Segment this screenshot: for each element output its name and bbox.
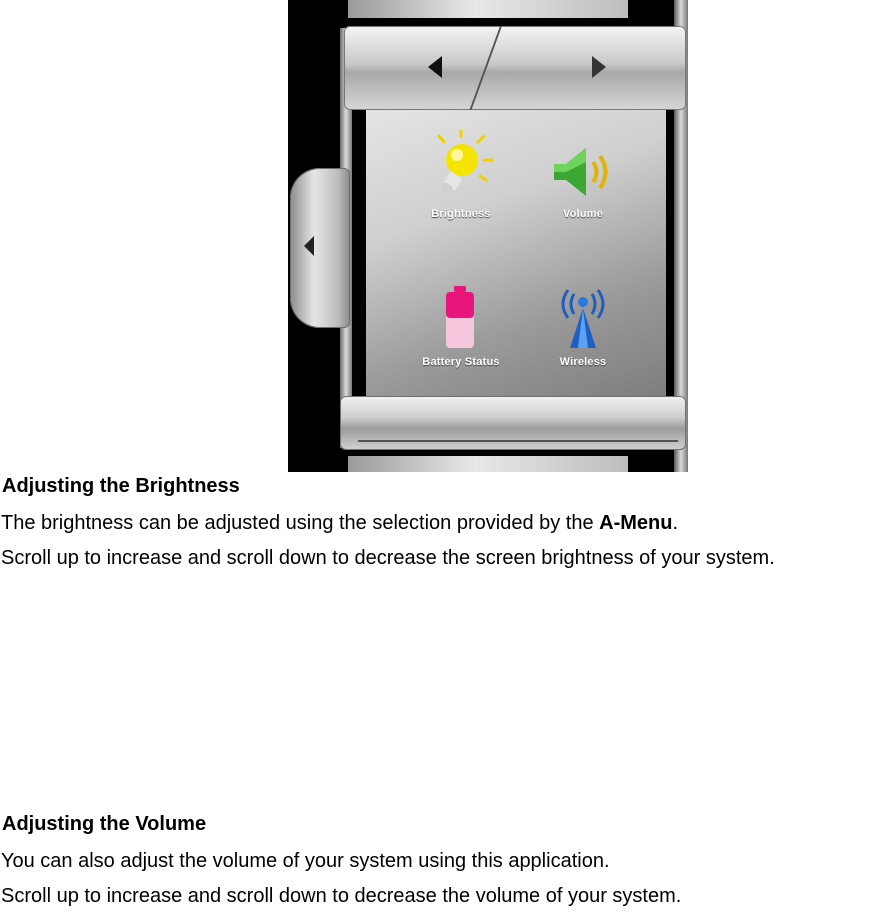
app-battery[interactable] bbox=[406, 284, 516, 404]
app-wireless[interactable] bbox=[528, 284, 638, 404]
brightness-paragraph-1 bbox=[1, 512, 678, 535]
battery-icon bbox=[426, 284, 496, 350]
nav-right-button[interactable] bbox=[580, 52, 620, 82]
section-heading-brightness: Adjusting the Brightness bbox=[2, 475, 240, 497]
side-tab-arrow-icon bbox=[302, 234, 316, 258]
brightness-paragraph-2: Scroll up to increase and scroll down to decrease the screen brightness of your system. bbox=[1, 547, 775, 569]
nav-left-button[interactable] bbox=[416, 52, 456, 82]
speaker-icon bbox=[548, 142, 618, 202]
strap-bottom bbox=[348, 456, 628, 472]
side-tab[interactable] bbox=[290, 168, 350, 328]
section-heading-volume: Adjusting the Volume bbox=[2, 813, 207, 835]
app-brightness[interactable] bbox=[406, 130, 516, 250]
app-label-volume: Volume bbox=[562, 208, 604, 220]
top-nav-bar bbox=[344, 26, 686, 110]
app-label-brightness: Brightness bbox=[431, 208, 491, 220]
strap-top bbox=[348, 0, 628, 18]
wireless-tower-icon bbox=[548, 284, 618, 350]
triangle-right-icon bbox=[580, 52, 620, 82]
app-volume[interactable] bbox=[528, 142, 638, 262]
lightbulb-icon bbox=[426, 130, 496, 202]
app-label-battery: Battery Status bbox=[422, 356, 500, 368]
triangle-left-icon bbox=[416, 52, 456, 82]
bottom-bar-line bbox=[358, 440, 678, 442]
app-label-wireless: Wireless bbox=[559, 356, 607, 368]
brightness-text-prefix: The brightness can be adjusted using the selection provided by the bbox=[1, 512, 600, 534]
volume-paragraph-1: You can also adjust the volume of your system using this application. bbox=[1, 850, 610, 872]
brightness-text-suffix: . bbox=[672, 512, 679, 534]
volume-paragraph-2: Scroll up to increase and scroll down to decrease the volume of your system. bbox=[1, 885, 682, 907]
a-menu-term: A-Menu bbox=[599, 512, 673, 534]
